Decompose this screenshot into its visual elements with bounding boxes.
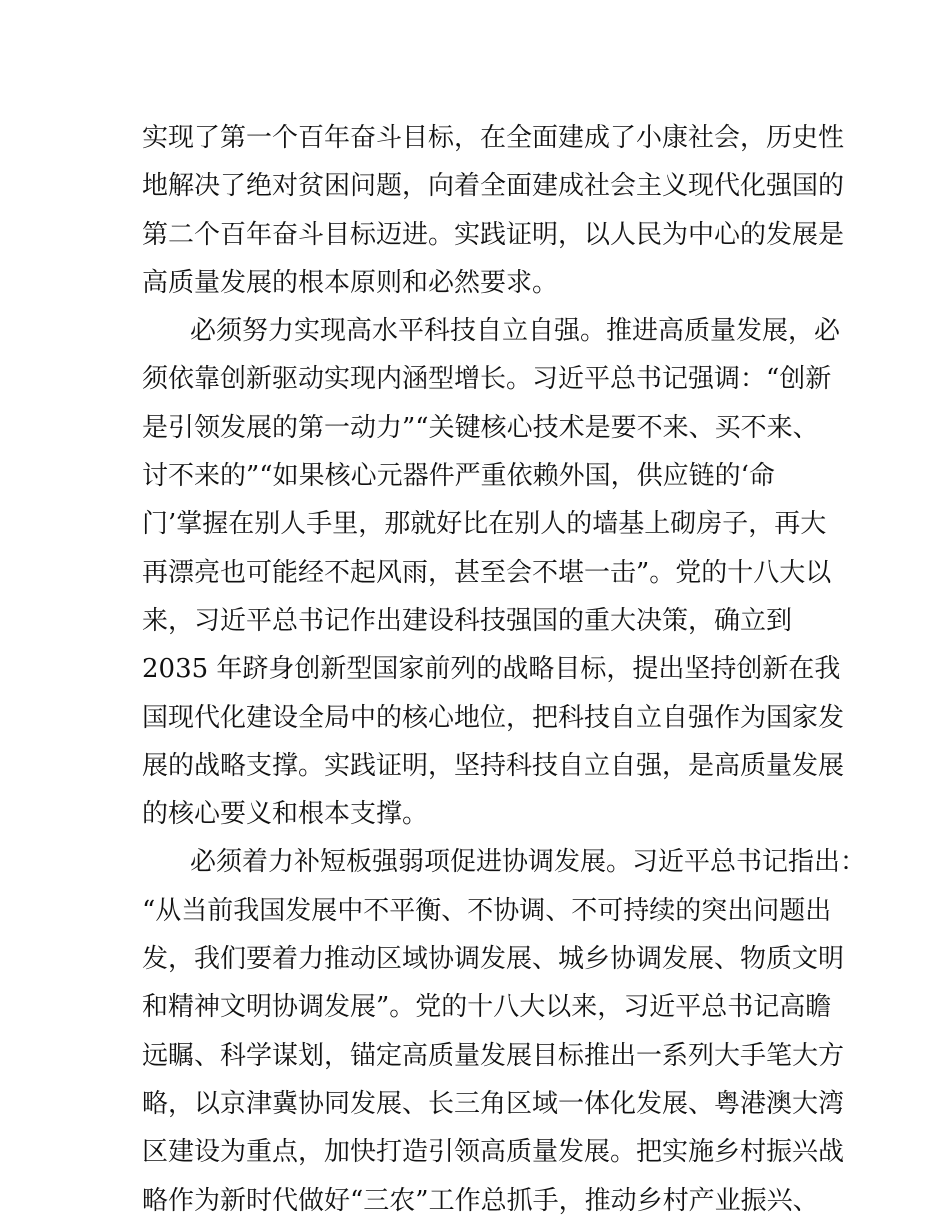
paragraph-start-line: 必须着力补短板强弱项促进协调发展。习近平总书记指出： [190, 847, 867, 878]
text-line: 须依靠创新驱动实现内涵型增长。习近平总书记强调：“创新 [142, 364, 832, 395]
text-line: 略，以京津冀协同发展、长三角区域一体化发展、粤港澳大湾 [142, 1088, 845, 1119]
text-line: 2035 年跻身创新型国家前列的战略目标，提出坚持创新在我 [142, 654, 841, 685]
text-line: 高质量发展的根本原则和必然要求。 [142, 267, 559, 298]
paragraph-start-line: 必须努力实现高水平科技自立自强。推进高质量发展，必 [190, 316, 841, 347]
text-line: 国现代化建设全局中的核心地位，把科技自立自强作为国家发 [142, 702, 845, 733]
text-line: 远瞩、科学谋划，锚定高质量发展目标推出一系列大手笔大方 [142, 1040, 845, 1071]
text-line: 来，习近平总书记作出建设科技强国的重大决策，确立到 [142, 605, 793, 636]
text-line: 区建设为重点，加快打造引领高质量发展。把实施乡村振兴战 [142, 1137, 845, 1168]
text-line: 门’掌握在别人手里，那就好比在别人的墙基上砌房子，再大 [142, 509, 827, 540]
text-line: 略作为新时代做好“三农”工作总抓手，推动乡村产业振兴、 [142, 1185, 819, 1216]
text-line: 再漂亮也可能经不起风雨，甚至会不堪一击”。党的十八大以 [142, 557, 832, 588]
text-line: 发，我们要着力推动区域协调发展、城乡协调发展、物质文明 [142, 944, 845, 975]
text-line: 讨不来的”“如果核心元器件严重依赖外国，供应链的‘命 [142, 461, 775, 492]
text-line: 是引领发展的第一动力”“关键核心技术是要不来、买不来、 [142, 412, 819, 443]
text-line: 地解决了绝对贫困问题，向着全面建成社会主义现代化强国的 [142, 171, 845, 202]
text-line: 和精神文明协调发展”。党的十八大以来，习近平总书记高瞻 [142, 992, 832, 1023]
body-text [142, 114, 867, 1225]
text-line: 第二个百年奋斗目标迈进。实践证明，以人民为中心的发展是 [142, 219, 845, 250]
text-line: 实现了第一个百年奋斗目标，在全面建成了小康社会，历史性 [142, 123, 845, 153]
text-line: “从当前我国发展中不平衡、不协调、不可持续的突出问题出 [142, 895, 832, 926]
text-line: 的核心要义和根本支撑。 [142, 799, 429, 830]
text-line: 展的战略支撑。实践证明，坚持科技自立自强，是高质量发展 [142, 750, 845, 781]
